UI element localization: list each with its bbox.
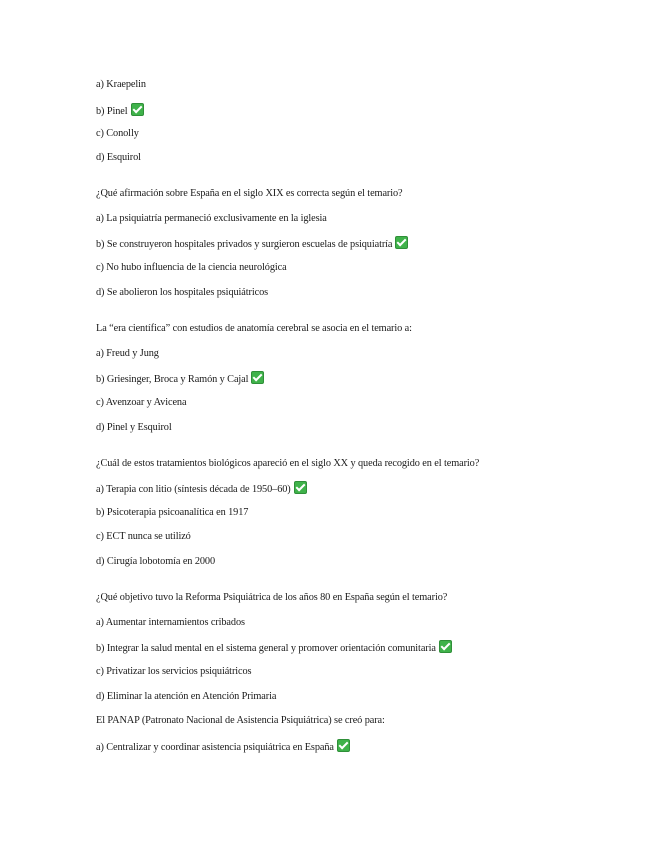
q5-option-c: c) Privatizar los servicios psiquiátricos bbox=[96, 666, 252, 677]
q2-question: ¿Qué afirmación sobre España en el siglo XIX es correcta según el temario? bbox=[96, 188, 403, 199]
q6-question: El PANAP (Patronato Nacional de Asistencia Psiquiátrica) se creó para: bbox=[96, 715, 385, 726]
q5-option-a: a) Aumentar internamientos cribados bbox=[96, 617, 245, 628]
q4-option-a: a) Terapia con litio (síntesis década de 1950–60) bbox=[96, 481, 307, 497]
q4-option-b: b) Psicoterapia psicoanalítica en 1917 bbox=[96, 507, 249, 518]
q1-option-d: d) Esquirol bbox=[96, 152, 141, 163]
q1-option-a: a) Kraepelin bbox=[96, 79, 146, 90]
q6-option-a: a) Centralizar y coordinar asistencia psiquiátrica en España bbox=[96, 739, 350, 755]
check-icon bbox=[395, 236, 408, 249]
q2-option-b: b) Se construyeron hospitales privados y surgieron escuelas de psiquiatría bbox=[96, 236, 408, 252]
q3-option-b: b) Griesinger, Broca y Ramón y Cajal bbox=[96, 371, 264, 387]
q4-option-d: d) Cirugía lobotomía en 2000 bbox=[96, 556, 216, 567]
check-icon bbox=[131, 103, 144, 116]
q5-option-d: d) Eliminar la atención en Atención Primaria bbox=[96, 691, 277, 702]
check-icon bbox=[251, 371, 264, 384]
q2-option-c: c) No hubo influencia de la ciencia neurológica bbox=[96, 262, 287, 273]
check-icon bbox=[294, 481, 307, 494]
q3-option-a: a) Freud y Jung bbox=[96, 348, 159, 359]
q4-question: ¿Cuál de estos tratamientos biológicos apareció en el siglo XX y queda recogido en el temario? bbox=[96, 458, 480, 469]
q3-option-c: c) Avenzoar y Avicena bbox=[96, 397, 187, 408]
q5-question: ¿Qué objetivo tuvo la Reforma Psiquiátrica de los años 80 en España según el temario? bbox=[96, 592, 448, 603]
q2-option-d: d) Se abolieron los hospitales psiquiátricos bbox=[96, 287, 269, 298]
q1-option-c: c) Conolly bbox=[96, 128, 139, 139]
q1-option-b: b) Pinel bbox=[96, 103, 144, 119]
q5-option-b: b) Integrar la salud mental en el sistema general y promover orientación comunitaria bbox=[96, 640, 452, 656]
q3-question: La “era científica” con estudios de anatomía cerebral se asocia en el temario a: bbox=[96, 323, 412, 334]
q4-option-c: c) ECT nunca se utilizó bbox=[96, 531, 191, 542]
q2-option-a: a) La psiquiatría permaneció exclusivamente en la iglesia bbox=[96, 213, 327, 224]
q3-option-d: d) Pinel y Esquirol bbox=[96, 422, 172, 433]
check-icon bbox=[337, 739, 350, 752]
check-icon bbox=[439, 640, 452, 653]
